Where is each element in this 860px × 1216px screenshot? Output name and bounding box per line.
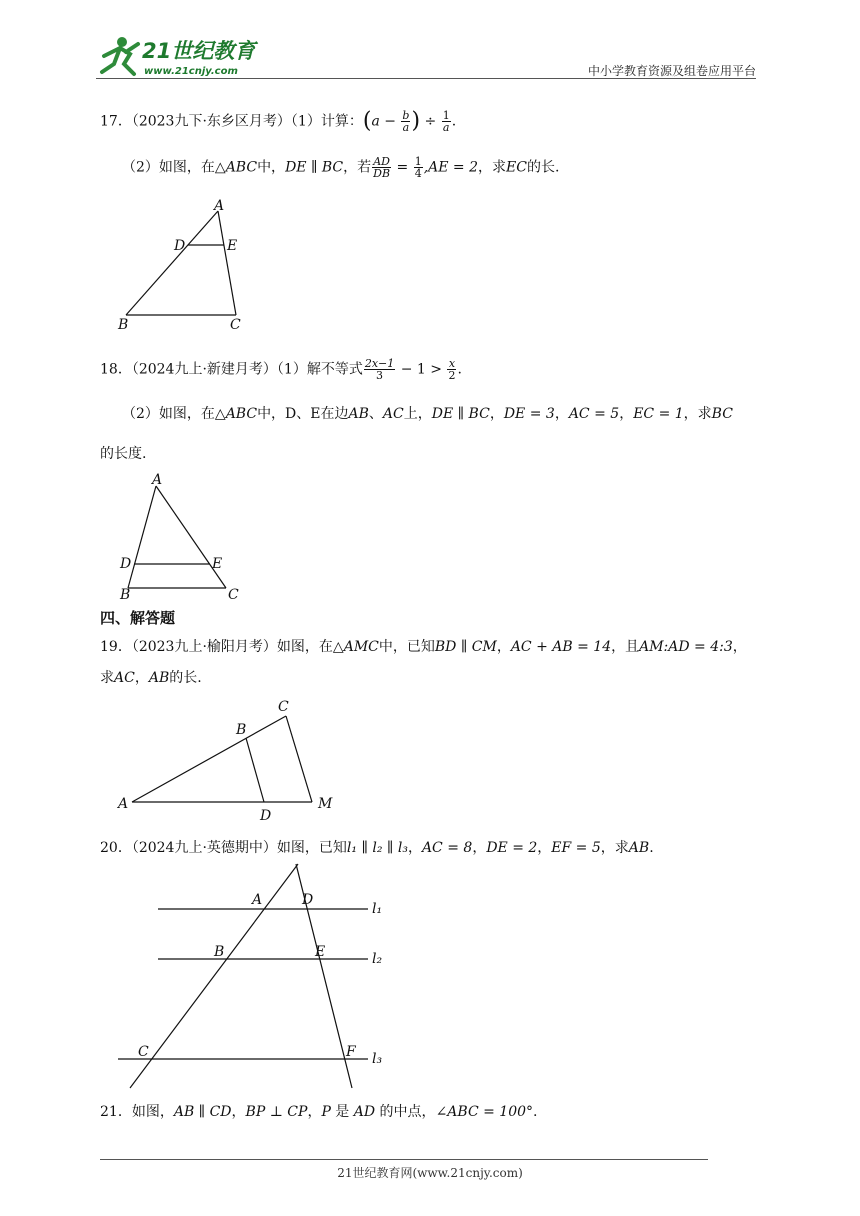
q18-line1: 18．（2024九上·新建月考）（1）解不等式 $\frac{2x-1}{3}$ − 1 > $\frac{x}{2}$ . (100, 357, 462, 382)
section-title: 四、解答题 (100, 609, 176, 627)
q20-figure (110, 860, 400, 1092)
q19-line2: 求AC，AB的长. (100, 670, 202, 686)
q19-label-m: M (318, 796, 333, 812)
q20-label-l3: l₃ (372, 1051, 383, 1067)
q19-label-c: C (278, 699, 289, 715)
footer-text: 21世纪教育网(www.21cnjy.com) (337, 1166, 523, 1180)
q20-label-d: D (302, 892, 314, 908)
q18-label-b: B (120, 587, 131, 603)
q18-line2: （2）如图，在△ABC中，D、E在边AB、AC上，DE ∥ BC，DE = 3，AC = 5，EC = 1，求BC (122, 406, 733, 422)
logo-url: www.21cnjy.com (144, 66, 238, 77)
q17-label-d: D (174, 238, 186, 254)
q20-label-a: A (252, 892, 263, 908)
q18-label-c: C (228, 587, 239, 603)
q20-label-c: C (138, 1044, 149, 1060)
q17-label-e: E (227, 238, 238, 254)
header-platform-text: 中小学教育资源及组卷应用平台 (587, 64, 756, 78)
q18-label-a: A (152, 472, 163, 488)
q17-label-b: B (118, 317, 129, 333)
site-logo (96, 34, 266, 80)
q20-label-f: F (346, 1044, 356, 1060)
q18-figure (112, 468, 252, 606)
q19-line1: 19．（2023九上·榆阳月考）如图，在△AMC中，已知BD ∥ CM，AC + AB = 14，且AM:AD = 4:3， (100, 639, 747, 655)
q20-label-l2: l₂ (372, 951, 383, 967)
q17-label-c: C (230, 317, 241, 333)
q20-line1: 20．（2024九上·英德期中）如图，已知l₁ ∥ l₂ ∥ l₃，AC = 8，DE = 2，EF = 5，求AB. (100, 840, 654, 856)
q19-label-a: A (118, 796, 129, 812)
q20-label-l1: l₁ (372, 901, 383, 917)
q17-line1: 17．（2023九下·东乡区月考）（1）计算：(a − $\frac{b}{a}$ ) ÷ $\frac{1}{a}$ . (100, 108, 457, 134)
q20-label-e: E (315, 944, 326, 960)
runner-icon (102, 37, 138, 74)
q18-label-d: D (120, 556, 132, 572)
footer-divider (100, 1159, 708, 1160)
q19-label-b: B (236, 722, 247, 738)
q21-line1: 21．如图，AB ∥ CD，BP ⊥ CP，P 是 AD 的中点，∠ABC = 100°. (100, 1104, 538, 1120)
q19-label-d: D (260, 808, 272, 824)
q18-label-e: E (212, 556, 223, 572)
q20-label-b: B (214, 944, 225, 960)
q17-line2: （2）如图，在△ABC中，DE ∥ BC，若 $\frac{AD}{DB}$ = $\frac{1}{4}$ ,AE = 2，求EC的长. (122, 155, 560, 180)
q17-label-a: A (214, 198, 225, 214)
logo-text: 21世纪教育 (142, 39, 256, 63)
q19-figure (112, 694, 352, 824)
header-divider (96, 78, 756, 79)
q18-line3: 的长度. (100, 446, 147, 462)
q17-figure (110, 195, 260, 335)
